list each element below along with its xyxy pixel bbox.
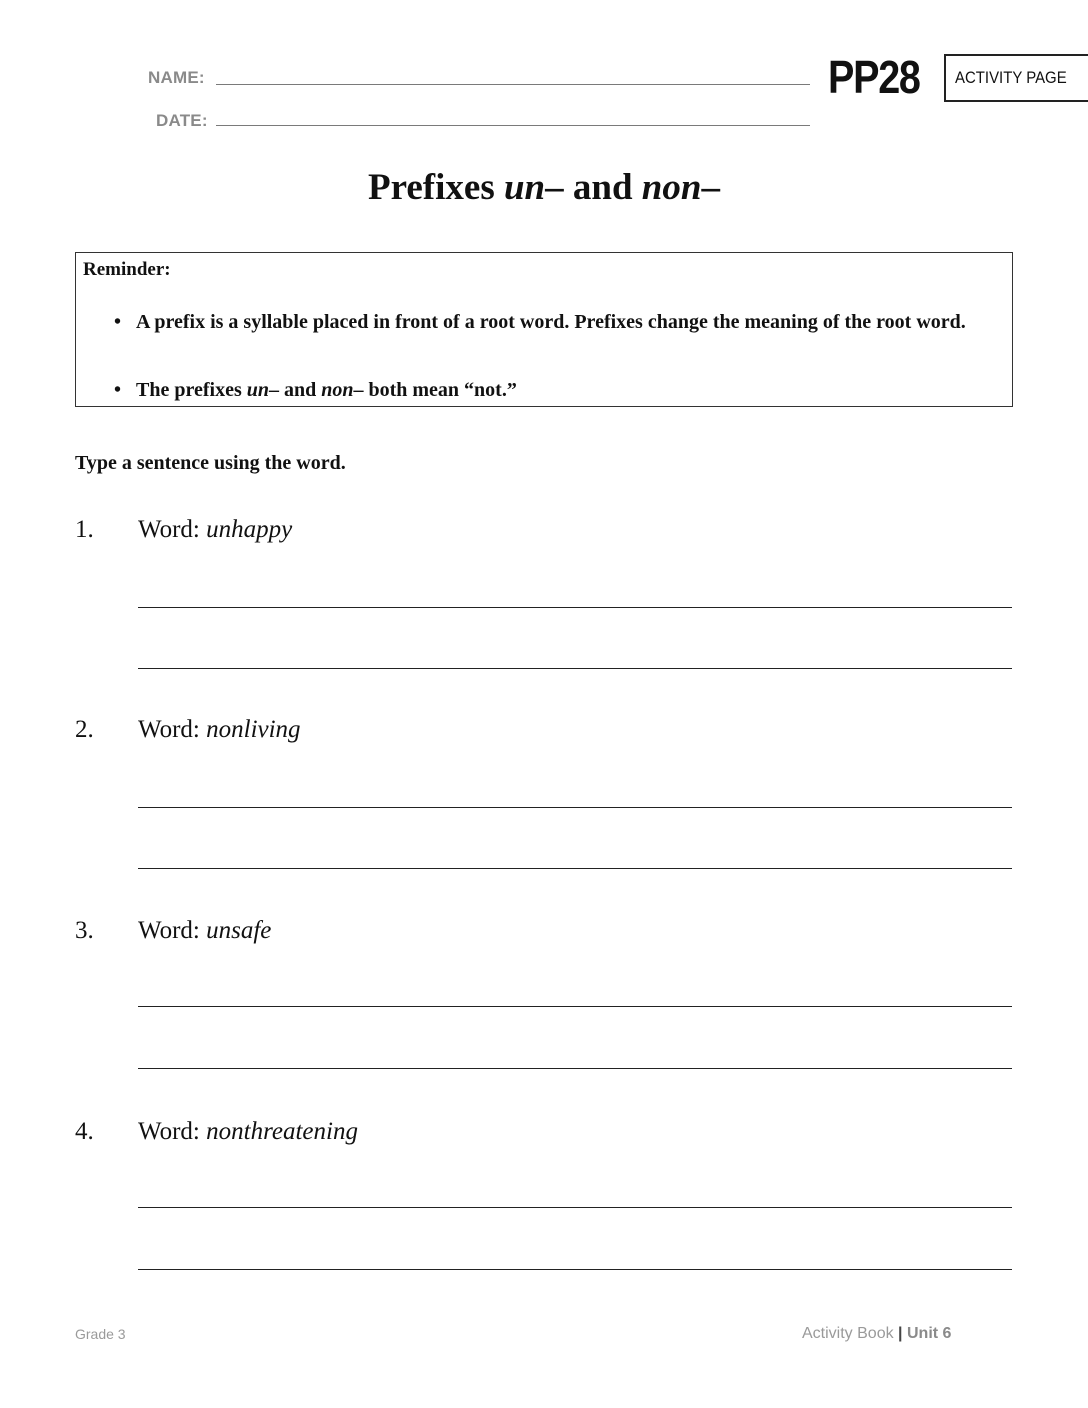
reminder-box (75, 252, 1013, 407)
title-part1: Prefixes (368, 167, 504, 208)
page-code: PP28 (828, 51, 920, 103)
bullet2-part3: both mean “not.” (363, 379, 517, 401)
question-1-word (138, 516, 292, 544)
question-2-word (138, 716, 301, 744)
question-2-number: 2. (75, 716, 94, 743)
bullet-1-dot: • (114, 311, 122, 333)
bullet2-part1: The prefixes (136, 379, 247, 401)
title-dash2: – (701, 167, 720, 208)
bullet2-prefix-non: non (321, 379, 354, 401)
question-4-answer-line-2[interactable] (138, 1269, 1012, 1270)
question-3-word (138, 917, 271, 945)
question-2-answer-line-2[interactable] (138, 868, 1012, 869)
word-label: Word: (138, 516, 207, 543)
page-title (0, 166, 1088, 209)
activity-page-label: ACTIVITY PAGE (955, 68, 1067, 87)
footer-unit: Unit 6 (906, 1325, 952, 1342)
bullet2-dash2: – (353, 379, 364, 401)
question-2-target-word: nonliving (206, 716, 301, 743)
question-1-answer-line-1[interactable] (138, 607, 1012, 608)
bullet2-prefix-un: un (246, 379, 269, 401)
question-4-number: 4. (75, 1118, 94, 1145)
question-2-answer-line-1[interactable] (138, 807, 1012, 808)
question-4-target-word: nonthreatening (206, 1118, 358, 1145)
footer-grade: Grade 3 (75, 1326, 126, 1342)
question-3-answer-line-1[interactable] (138, 1006, 1012, 1007)
bullet2-dash1: – (268, 379, 279, 401)
question-1-answer-line-2[interactable] (138, 668, 1012, 669)
title-prefix-non: non (641, 167, 702, 208)
footer-book-unit (802, 1325, 951, 1343)
date-label: DATE: (156, 111, 208, 130)
question-3-target-word: unsafe (206, 917, 272, 944)
question-1-number: 1. (75, 516, 94, 543)
word-label: Word: (138, 917, 207, 944)
date-field[interactable] (216, 125, 810, 126)
name-field[interactable] (216, 84, 810, 85)
question-4-word (138, 1118, 358, 1146)
reminder-bullet-2 (136, 376, 1006, 405)
activity-page-box (944, 54, 1088, 102)
instruction-text: Type a sentence using the word. (75, 452, 346, 474)
footer-book: Activity Book (802, 1325, 894, 1342)
title-part2: and (563, 167, 642, 208)
title-dash1: – (545, 167, 564, 208)
footer-separator: | (898, 1325, 903, 1342)
reminder-bullet-1: A prefix is a syllable placed in front of a root word. Prefixes change the meaning of the root word. (136, 311, 966, 333)
word-label: Word: (138, 1118, 207, 1145)
question-1-target-word: unhappy (206, 516, 293, 543)
name-label: NAME: (148, 68, 205, 87)
reminder-heading: Reminder: (83, 259, 171, 280)
question-4-answer-line-1[interactable] (138, 1207, 1012, 1208)
title-prefix-un: un (503, 167, 546, 208)
bullet2-part2: and (278, 379, 322, 401)
question-3-answer-line-2[interactable] (138, 1068, 1012, 1069)
bullet-2-dot: • (114, 379, 122, 401)
question-3-number: 3. (75, 917, 94, 944)
word-label: Word: (138, 716, 207, 743)
